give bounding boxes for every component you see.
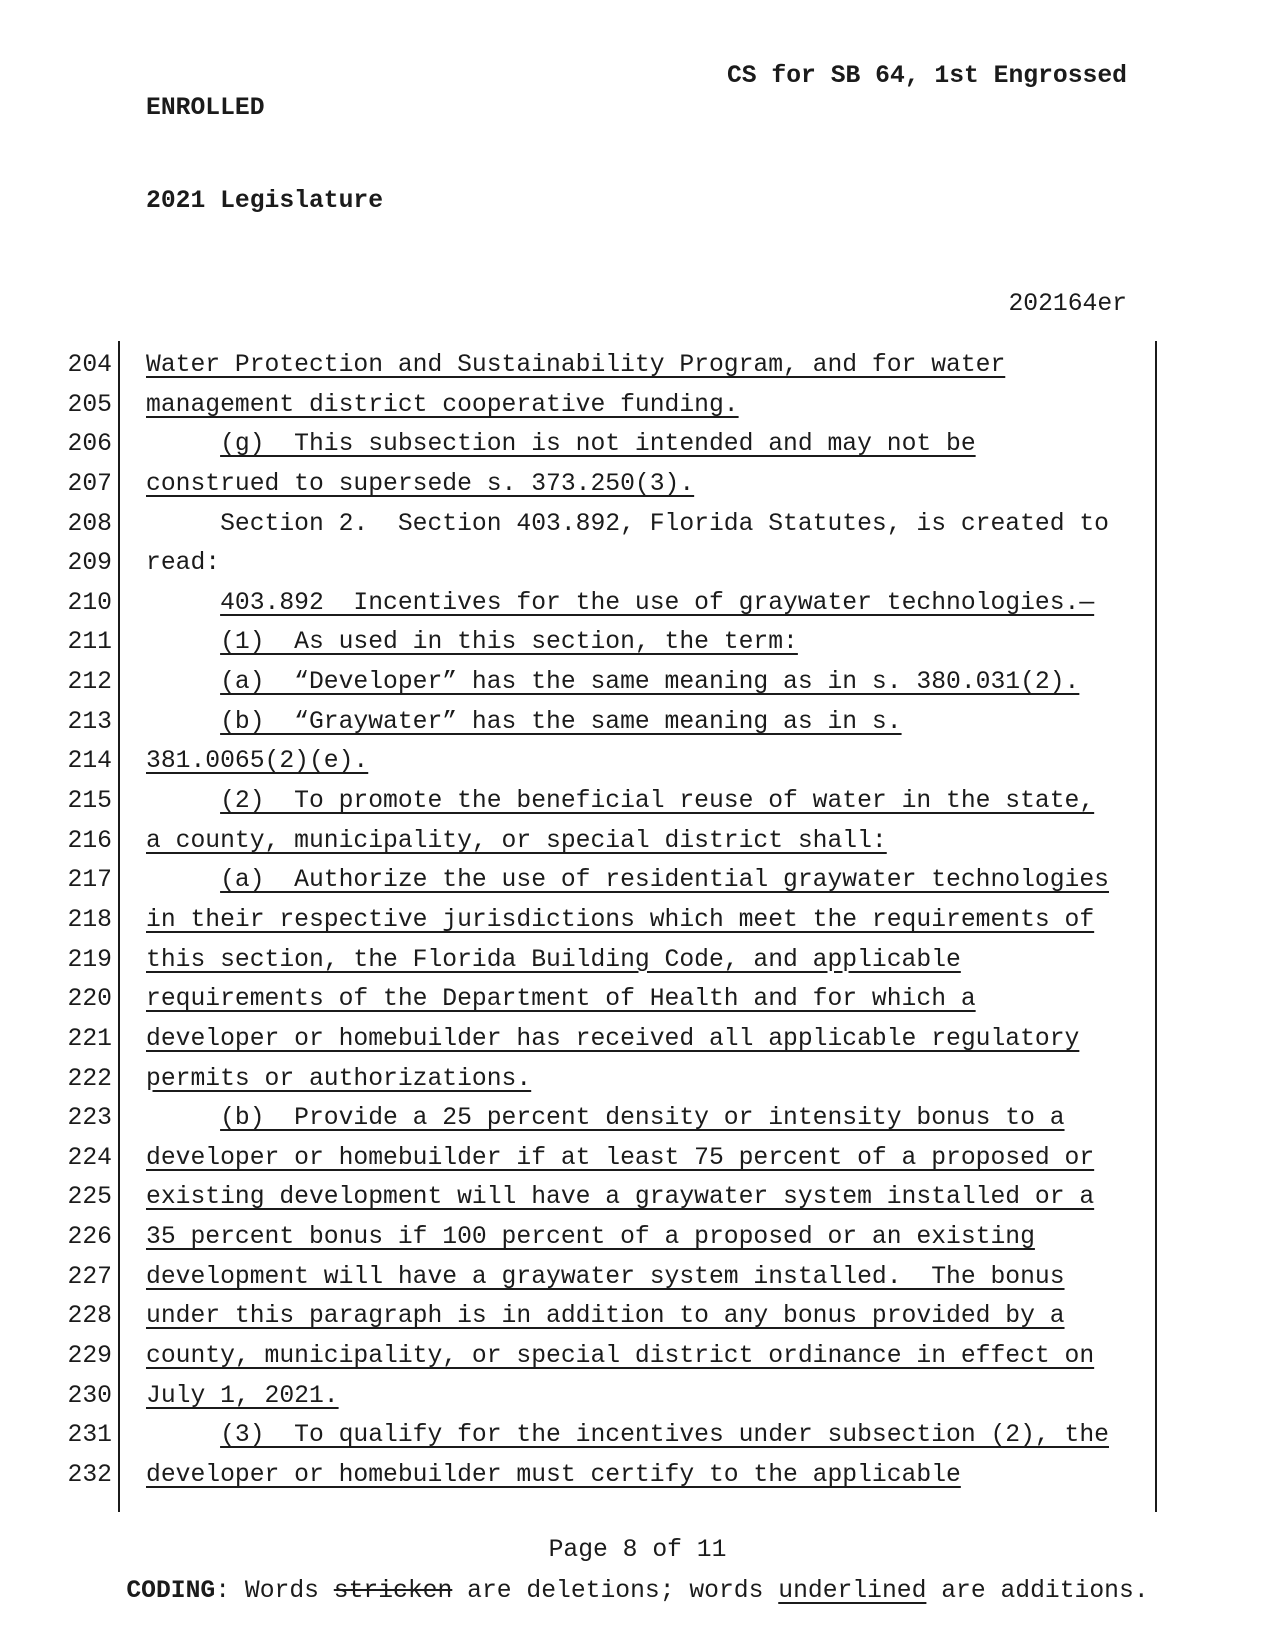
added-text: 35 percent bonus if 100 percent of a proposed or an existing (146, 1223, 1035, 1252)
line-number: 211 (67, 628, 112, 657)
line-number: 212 (67, 668, 112, 697)
line-text (146, 1139, 1094, 1179)
line-number: 205 (67, 390, 112, 419)
stricken-example: stricken (333, 1577, 453, 1605)
coding-legend (0, 1577, 1275, 1605)
line-number: 224 (67, 1143, 112, 1172)
line-number: 229 (67, 1342, 112, 1371)
added-text: developer or homebuilder if at least 75 percent of a proposed or (146, 1143, 1095, 1172)
enrolled-stamp: ENROLLED (146, 94, 265, 122)
added-text: (b) Provide a 25 percent density or intensity bonus to a (220, 1104, 1065, 1133)
added-text: this section, the Florida Building Code, and applicable (146, 945, 961, 974)
line-number: 206 (67, 430, 112, 459)
paragraph-indent (146, 1104, 220, 1132)
line-text (146, 1178, 1094, 1218)
paragraph-indent (146, 510, 220, 538)
bill-title: CS for SB 64, 1st Engrossed (726, 62, 1127, 90)
line-number: 214 (67, 747, 112, 776)
line-text (146, 1099, 1065, 1139)
added-text: in their respective jurisdictions which meet the requirements of (146, 905, 1095, 934)
line-number: 225 (67, 1183, 112, 1212)
bill-line (0, 1099, 1275, 1139)
line-text (146, 544, 220, 584)
line-number: 227 (67, 1262, 112, 1291)
line-text (146, 386, 739, 426)
line-text (146, 861, 1109, 901)
underlined-example: underlined (778, 1577, 927, 1605)
added-text: under this paragraph is in addition to any bonus provided by a (146, 1302, 1065, 1331)
coding-text: are deletions; words (452, 1577, 779, 1605)
added-text: development will have a graywater system installed. The bonus (146, 1262, 1065, 1291)
line-number: 209 (67, 549, 112, 578)
line-text (146, 1258, 1065, 1298)
added-text: (1) As used in this section, the term: (220, 628, 798, 657)
bill-line (0, 425, 1275, 465)
coding-text: : Words (215, 1577, 334, 1605)
coding-label: CODING (126, 1577, 216, 1605)
added-text: (3) To qualify for the incentives under subsection (2), the (220, 1421, 1109, 1450)
paragraph-indent (146, 668, 220, 696)
page-number: Page 8 of 11 (548, 1536, 727, 1564)
bill-line (0, 386, 1275, 426)
bill-line (0, 1258, 1275, 1298)
line-number: 215 (67, 787, 112, 816)
line-number: 232 (67, 1460, 112, 1489)
bill-line (0, 544, 1275, 584)
line-number: 226 (67, 1223, 112, 1252)
line-text (146, 623, 798, 663)
line-text (146, 1456, 961, 1496)
added-text: (b) “Graywater” has the same meaning as in s. (220, 707, 902, 736)
added-text: (g) This subsection is not intended and may not be (220, 430, 976, 459)
added-text: developer or homebuilder has received all applicable regulatory (146, 1024, 1080, 1053)
line-text (146, 1297, 1065, 1337)
added-text: requirements of the Department of Health and for which a (146, 985, 976, 1014)
bill-text-body (0, 346, 1275, 1496)
line-number: 216 (67, 826, 112, 855)
bill-line (0, 901, 1275, 941)
statute-text: Section 2. Section 403.892, Florida Statutes, is created to (220, 509, 1109, 538)
added-text: a county, municipality, or special district shall: (146, 826, 887, 855)
line-number: 208 (67, 509, 112, 538)
header-left (146, 31, 383, 279)
bill-line (0, 1416, 1275, 1456)
line-text (146, 505, 1109, 545)
paragraph-indent (146, 787, 220, 815)
bill-line (0, 623, 1275, 663)
bill-line (0, 1377, 1275, 1417)
line-text (146, 1218, 1035, 1258)
paragraph-indent (146, 628, 220, 656)
added-text: existing development will have a graywater system installed or a (146, 1183, 1095, 1212)
bill-line (0, 1139, 1275, 1179)
line-text (146, 663, 1079, 703)
line-text (146, 346, 1005, 386)
line-text (146, 465, 694, 505)
added-text: permits or authorizations. (146, 1064, 532, 1093)
line-number: 230 (67, 1381, 112, 1410)
bill-line (0, 980, 1275, 1020)
line-text (146, 703, 902, 743)
line-number: 213 (67, 707, 112, 736)
paragraph-indent (146, 1421, 220, 1449)
statute-text: read: (146, 549, 221, 578)
line-text (146, 1377, 339, 1417)
line-text (146, 822, 887, 862)
line-text (146, 1020, 1079, 1060)
bill-line (0, 861, 1275, 901)
line-number: 223 (67, 1104, 112, 1133)
line-text (146, 1337, 1094, 1377)
added-text: (a) “Developer” has the same meaning as in s. 380.031(2). (220, 668, 1080, 697)
bill-line (0, 1456, 1275, 1496)
bill-line (0, 1218, 1275, 1258)
line-text (146, 742, 368, 782)
line-text (146, 584, 1094, 624)
added-text: management district cooperative funding. (146, 390, 739, 419)
coding-text: are additions. (926, 1577, 1149, 1605)
added-text: developer or homebuilder must certify to the applicable (146, 1460, 961, 1489)
line-text (146, 980, 976, 1020)
added-text: 403.892 Incentives for the use of graywater technologies.— (220, 588, 1095, 617)
line-number: 222 (67, 1064, 112, 1093)
bill-line (0, 1060, 1275, 1100)
line-number: 221 (67, 1024, 112, 1053)
line-text (146, 425, 976, 465)
line-text (146, 901, 1094, 941)
bill-line (0, 1020, 1275, 1060)
line-number: 231 (67, 1421, 112, 1450)
bill-line (0, 822, 1275, 862)
added-text: 381.0065(2)(e). (146, 747, 369, 776)
added-text: July 1, 2021. (146, 1381, 339, 1410)
line-text (146, 1060, 531, 1100)
line-text (146, 941, 961, 981)
bill-line (0, 584, 1275, 624)
line-text (146, 1416, 1109, 1456)
bill-line (0, 742, 1275, 782)
added-text: (a) Authorize the use of residential graywater technologies (220, 866, 1109, 895)
line-text (146, 782, 1094, 822)
added-text: Water Protection and Sustainability Program, and for water (146, 351, 1006, 379)
paragraph-indent (146, 708, 220, 736)
line-number: 220 (67, 985, 112, 1014)
added-text: construed to supersede s. 373.250(3). (146, 469, 695, 498)
paragraph-indent (146, 866, 220, 894)
paragraph-indent (146, 589, 220, 617)
bill-line (0, 1178, 1275, 1218)
bill-line (0, 465, 1275, 505)
line-number: 218 (67, 905, 112, 934)
line-number: 210 (67, 588, 112, 617)
document-number: 202164er (1008, 290, 1127, 318)
line-number: 204 (67, 351, 112, 379)
legislature-title: 2021 Legislature (146, 187, 384, 215)
bill-line (0, 1297, 1275, 1337)
added-text: county, municipality, or special district ordinance in effect on (146, 1342, 1095, 1371)
bill-line (0, 346, 1275, 386)
line-number: 207 (67, 469, 112, 498)
paragraph-indent (146, 430, 220, 458)
bill-line (0, 663, 1275, 703)
bill-line (0, 941, 1275, 981)
line-number: 217 (67, 866, 112, 895)
bill-line (0, 505, 1275, 545)
bill-line (0, 1337, 1275, 1377)
line-number: 228 (67, 1302, 112, 1331)
bill-line (0, 782, 1275, 822)
added-text: (2) To promote the beneficial reuse of water in the state, (220, 787, 1095, 816)
line-number: 219 (67, 945, 112, 974)
bill-line (0, 703, 1275, 743)
